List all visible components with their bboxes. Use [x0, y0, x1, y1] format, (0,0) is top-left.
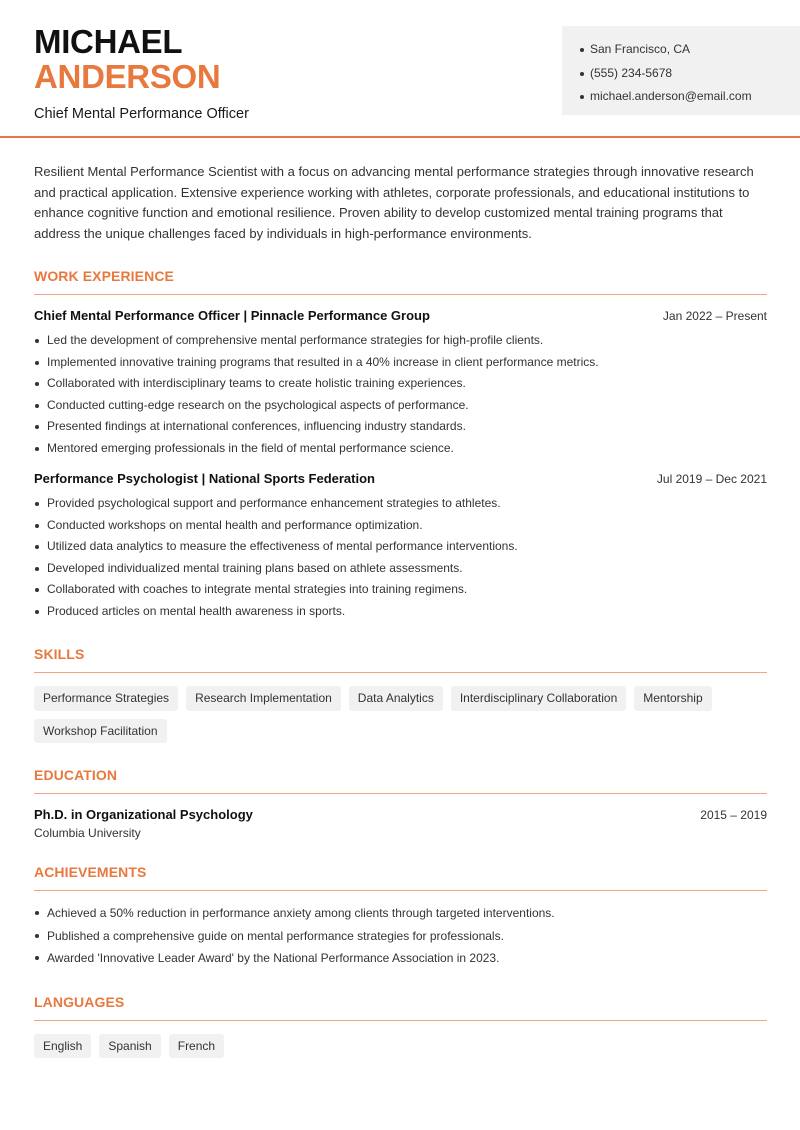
job-dates: Jul 2019 – Dec 2021	[656, 472, 767, 486]
education-dates: 2015 – 2019	[700, 808, 767, 822]
job-bullet: Collaborated with coaches to integrate mental strategies into training regimens.	[34, 579, 767, 601]
job-bullets	[34, 493, 767, 622]
education-school: Columbia University	[34, 826, 141, 840]
education-head	[34, 807, 767, 822]
job-bullet: Produced articles on mental health awareness in sports.	[34, 601, 767, 623]
job-heading: Chief Mental Performance Officer | Pinnacle Performance Group	[34, 308, 430, 323]
job-bullet: Presented findings at international conferences, influencing industry standards.	[34, 416, 767, 438]
contact-email[interactable]: michael.anderson@email.com	[580, 85, 800, 109]
job-bullets	[34, 330, 767, 459]
resume-body	[34, 162, 767, 1058]
achievements-list	[34, 902, 767, 970]
achievement-item: Achieved a 50% reduction in performance anxiety among clients through targeted interventions.	[34, 902, 767, 925]
summary: Resilient Mental Performance Scientist with a focus on advancing mental performance strategies through innovative research and practical application. Extensive experience working with athletes, corporate professionals, and educational institutions to enhance cognitive function and emotional resilience. Proven ability to develop customized mental training programs that address the unique challenges faced by individuals in high-performance environments.	[34, 164, 754, 241]
skill-chip: Mentorship	[634, 686, 711, 711]
section-title-languages: LANGUAGES	[34, 994, 767, 1021]
job-bullet: Utilized data analytics to measure the effectiveness of mental performance interventions.	[34, 536, 767, 558]
first-name: MICHAEL	[34, 23, 183, 60]
skill-chip: Interdisciplinary Collaboration	[451, 686, 626, 711]
job-entry	[34, 471, 767, 622]
job-bullet: Mentored emerging professionals in the field of mental performance science.	[34, 438, 767, 460]
language-chip: English	[34, 1034, 91, 1059]
achievement-item: Published a comprehensive guide on mental performance strategies for professionals.	[34, 925, 767, 948]
job-dates: Jan 2022 – Present	[662, 309, 767, 323]
contact-location: San Francisco, CA	[580, 38, 800, 62]
language-chip: French	[169, 1034, 224, 1059]
section-title-education: EDUCATION	[34, 767, 767, 794]
job-bullet: Implemented innovative training programs that resulted in a 40% increase in client performance metrics.	[34, 352, 767, 374]
section-title-achievements: ACHIEVEMENTS	[34, 864, 767, 891]
job-bullet: Developed individualized mental training plans based on athlete assessments.	[34, 558, 767, 580]
contact-list	[562, 26, 800, 109]
last-name: ANDERSON	[34, 58, 221, 95]
skill-chip: Performance Strategies	[34, 686, 178, 711]
education-entry	[34, 807, 767, 840]
section-title-skills: SKILLS	[34, 646, 767, 673]
name-block	[34, 24, 249, 122]
job-bullet: Conducted cutting-edge research on the psychological aspects of performance.	[34, 395, 767, 417]
achievement-item: Awarded 'Innovative Leader Award' by the National Performance Association in 2023.	[34, 947, 767, 970]
job-bullet: Provided psychological support and performance enhancement strategies to athletes.	[34, 493, 767, 515]
languages-list	[34, 1034, 767, 1059]
job-bullet: Conducted workshops on mental health and performance optimization.	[34, 515, 767, 537]
skill-chip: Workshop Facilitation	[34, 719, 167, 744]
job-heading: Performance Psychologist | National Sports Federation	[34, 471, 375, 486]
skill-chip: Research Implementation	[186, 686, 341, 711]
job-title: Chief Mental Performance Officer	[34, 106, 249, 122]
job-bullet: Led the development of comprehensive mental performance strategies for high-profile clients.	[34, 330, 767, 352]
resume-header	[0, 0, 800, 138]
language-chip: Spanish	[99, 1034, 160, 1059]
contact-box	[562, 26, 800, 115]
section-title-work: WORK EXPERIENCE	[34, 268, 767, 295]
skill-chip: Data Analytics	[349, 686, 443, 711]
job-head	[34, 308, 767, 323]
job-bullet: Collaborated with interdisciplinary teams to create holistic training experiences.	[34, 373, 767, 395]
job-entry	[34, 308, 767, 459]
contact-phone: (555) 234-5678	[580, 62, 800, 86]
job-head	[34, 471, 767, 486]
skills-list	[34, 686, 767, 743]
education-degree: Ph.D. in Organizational Psychology	[34, 807, 253, 822]
